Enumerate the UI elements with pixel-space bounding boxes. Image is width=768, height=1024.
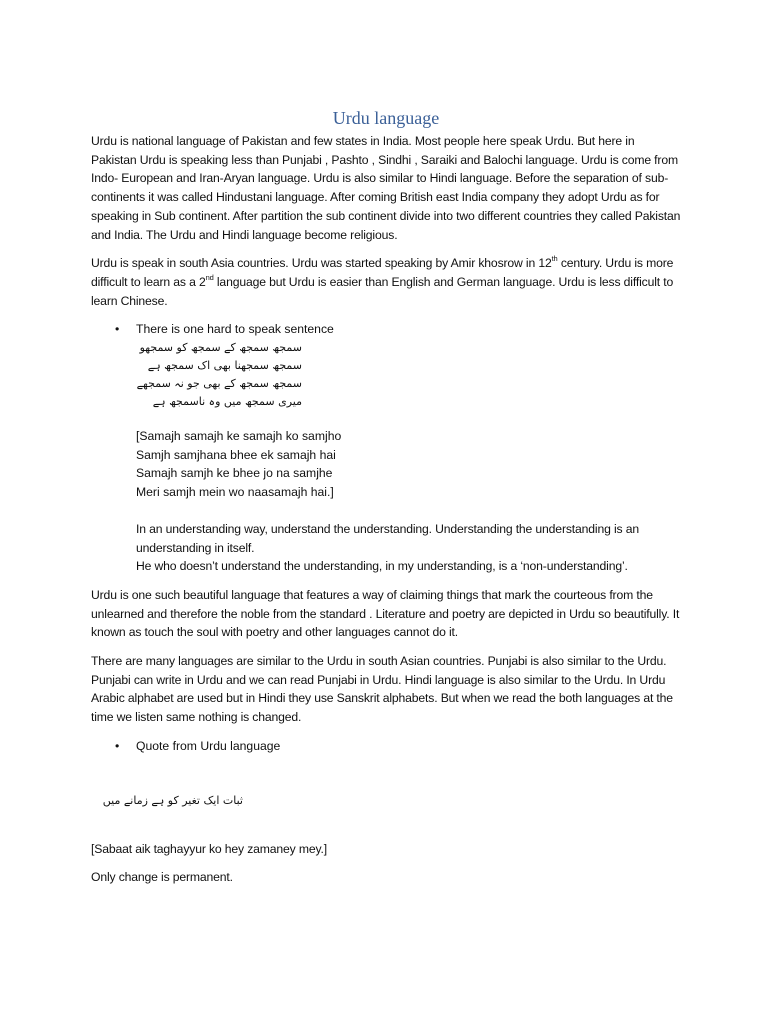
bullet-label: Quote from Urdu language bbox=[136, 738, 281, 753]
transliteration-line: Samajh samjh ke bhee jo na samjhe bbox=[136, 466, 333, 481]
paragraph-beauty: Urdu is one such beautiful language that features a way of claiming things that mark the courteous from the unlearned and therefore the noble from the standard . Literature and poetry are depicted in Urdu so beautifully. It known as touch the soul with poetry and other languages cannot do it. bbox=[91, 587, 680, 640]
superscript-th: th bbox=[551, 254, 558, 264]
urdu-line: سمجھ سمجھنا بھی اک سمجھ ہے bbox=[147, 359, 302, 373]
bullet-label: There is one hard to speak sentence bbox=[136, 322, 334, 337]
bullet-icon: • bbox=[115, 322, 120, 337]
bullet-quote bbox=[91, 737, 681, 756]
paragraph-history bbox=[91, 254, 681, 310]
translation-line: He who doesn’t understand the understanding, in my understanding, is a ‘non-understanding’. bbox=[136, 559, 628, 574]
urdu-verse bbox=[136, 339, 302, 411]
bullet-icon: • bbox=[115, 738, 120, 753]
bullet-hard-sentence bbox=[91, 320, 681, 339]
paragraph-intro: Urdu is national language of Pakistan and few states in India. Most people here speak Urdu. But here in Pakistan Urdu is speaking less than Punjabi , Pashto , Sindhi , Saraiki and Balochi language. Urdu is come from Indo- European and Iran-Aryan language. Urdu is also similar to Hindi language. Before the separation of sub- continents it was called Hindustani language. After coming British east India company they adopt Urdu as for speaking in Sub continent. After partition the sub continent divide into two different countries they called Pakistan and India. The Urdu and Hindi language become religious. bbox=[91, 134, 681, 242]
paragraph-similar-languages: There are many languages are similar to the Urdu in south Asian countries. Punjabi is also similar to the Urdu. Punjabi can write in Urdu and we can read Punjabi in Urdu. Hindi language is also similar to the Urdu. In Urdu Arabic alphabet are used but in Hindi they use Sanskrit alphabets. But when we read the both languages at the time we listen same nothing is changed. bbox=[91, 654, 673, 725]
page-title: Urdu language bbox=[332, 108, 440, 128]
urdu-line: سمجھ سمجھ کے سمجھ کو سمجھو bbox=[139, 341, 302, 355]
translation-block bbox=[91, 520, 681, 576]
quote-translation: Only change is permanent. bbox=[91, 870, 233, 885]
paragraph-history-part2: century. Urdu is more difficult to learn as a 2 bbox=[91, 256, 674, 289]
transliteration-block bbox=[91, 427, 681, 502]
document-page bbox=[91, 108, 681, 897]
quote-transliteration: [Sabaat aik taghayyur ko hey zamaney mey.] bbox=[91, 841, 327, 856]
urdu-line: سمجھ سمجھ کے بھی جو نہ سمجھے bbox=[136, 377, 302, 391]
transliteration-line: Meri samjh mein wo naasamajh hai.] bbox=[136, 485, 334, 500]
paragraph-history-part1: Urdu is speak in south Asia countries. Urdu was started speaking by Amir khosrow in 12 bbox=[91, 256, 552, 271]
superscript-nd: nd bbox=[205, 272, 214, 282]
translation-line: In an understanding way, understand the understanding. Understanding the understanding is an understanding in itself. bbox=[136, 521, 639, 555]
transliteration-line: [Samajh samajh ke samajh ko samjho bbox=[136, 429, 342, 444]
paragraph-history-part3: language but Urdu is easier than English and German language. Urdu is less difficult to learn Chinese. bbox=[91, 274, 674, 308]
quote-urdu: ثبات ایک تغیر کو ہے زمانے میں bbox=[102, 793, 243, 807]
urdu-line: میری سمجھ میں وہ ناسمجھ ہے bbox=[152, 395, 302, 409]
transliteration-line: Samjh samjhana bhee ek samajh hai bbox=[136, 447, 336, 462]
